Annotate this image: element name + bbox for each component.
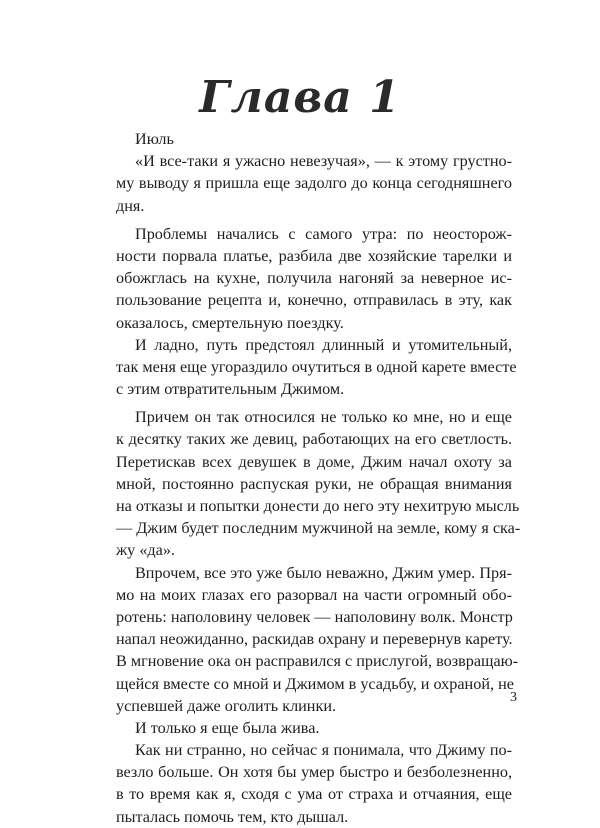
text-line: успевшей даже оголить клинки. [116,696,337,715]
text-line: дня. [116,196,145,215]
chapter-title: Глава 1 [199,72,401,123]
text-line: Впрочем, все это уже было неважно, Джим умер. Пря- [135,563,512,582]
text-line: И ладно, путь предстоял длинный и утомительный, [135,335,512,354]
text-line: Проблемы начались с самого утра: по неосторож- [135,224,512,243]
text-line: Июль [135,130,174,148]
text-line: жу «да». [116,541,175,560]
text-line: мной, постоянно распуская руки, не обращая внимания [116,474,512,493]
page-number: 3 [510,690,517,705]
text-line: В мгновение ока он расправился с прислугой, возвращаю- [116,652,519,671]
text-line: — Джим будет последним мужчиной на земле, кому я ска- [116,519,521,538]
text-line: к десятку таких же девиц, работающих на его светлость. [116,430,512,449]
chapter-text [116,128,521,828]
text-line: И только я еще была жива. [135,718,320,737]
text-line: напал неожиданно, раскидав охрану и перевернув карету. [116,630,513,649]
text-line: обожглась на кухне, получила нагоняй за неверное ис- [116,269,512,288]
text-line: пользование рецепта и, конечно, отправилась в эту, как [116,291,512,310]
text-line: ротень: наполовину человек — наполовину волк. Монстр [116,607,513,626]
text-line: «И все-таки я ужасно невезучая», — к этому грустно- [135,152,512,171]
text-line: му выводу я пришла еще задолго до конца сегодняшнего [116,174,512,193]
text-line: Причем он так относился не только ко мне, но и еще [135,408,512,427]
text-line: Как ни странно, но сейчас я понимала, что Джиму по- [135,741,512,760]
text-line: щейся вместе со мной и Джимом в усадьбу, и охраной, не [116,674,514,693]
text-line: пыталась помочь тем, кто дышал. [116,807,349,826]
text-line: на отказы и попытки донести до него эту нехитрую мысль [116,497,520,515]
text-line: оказалось, смертельную поездку. [116,313,344,332]
text-line: в то время как я, сходя с ума от страха и отчаяния, еще [116,785,512,804]
text-line: мо на моих глазах его разорвал на части огромный обо- [116,585,512,604]
text-line: с этим отвратительным Джимом. [116,380,345,399]
text-line: так меня еще угораздило очутиться в одной карете вместе [116,357,517,376]
text-line: Перетискав всех девушек в доме, Джим начал охоту за [116,452,512,471]
text-line: ности порвала платье, разбила две хозяйские тарелки и [116,246,512,265]
text-line: везло больше. Он хотя бы умер быстро и безболезненно, [116,763,512,782]
